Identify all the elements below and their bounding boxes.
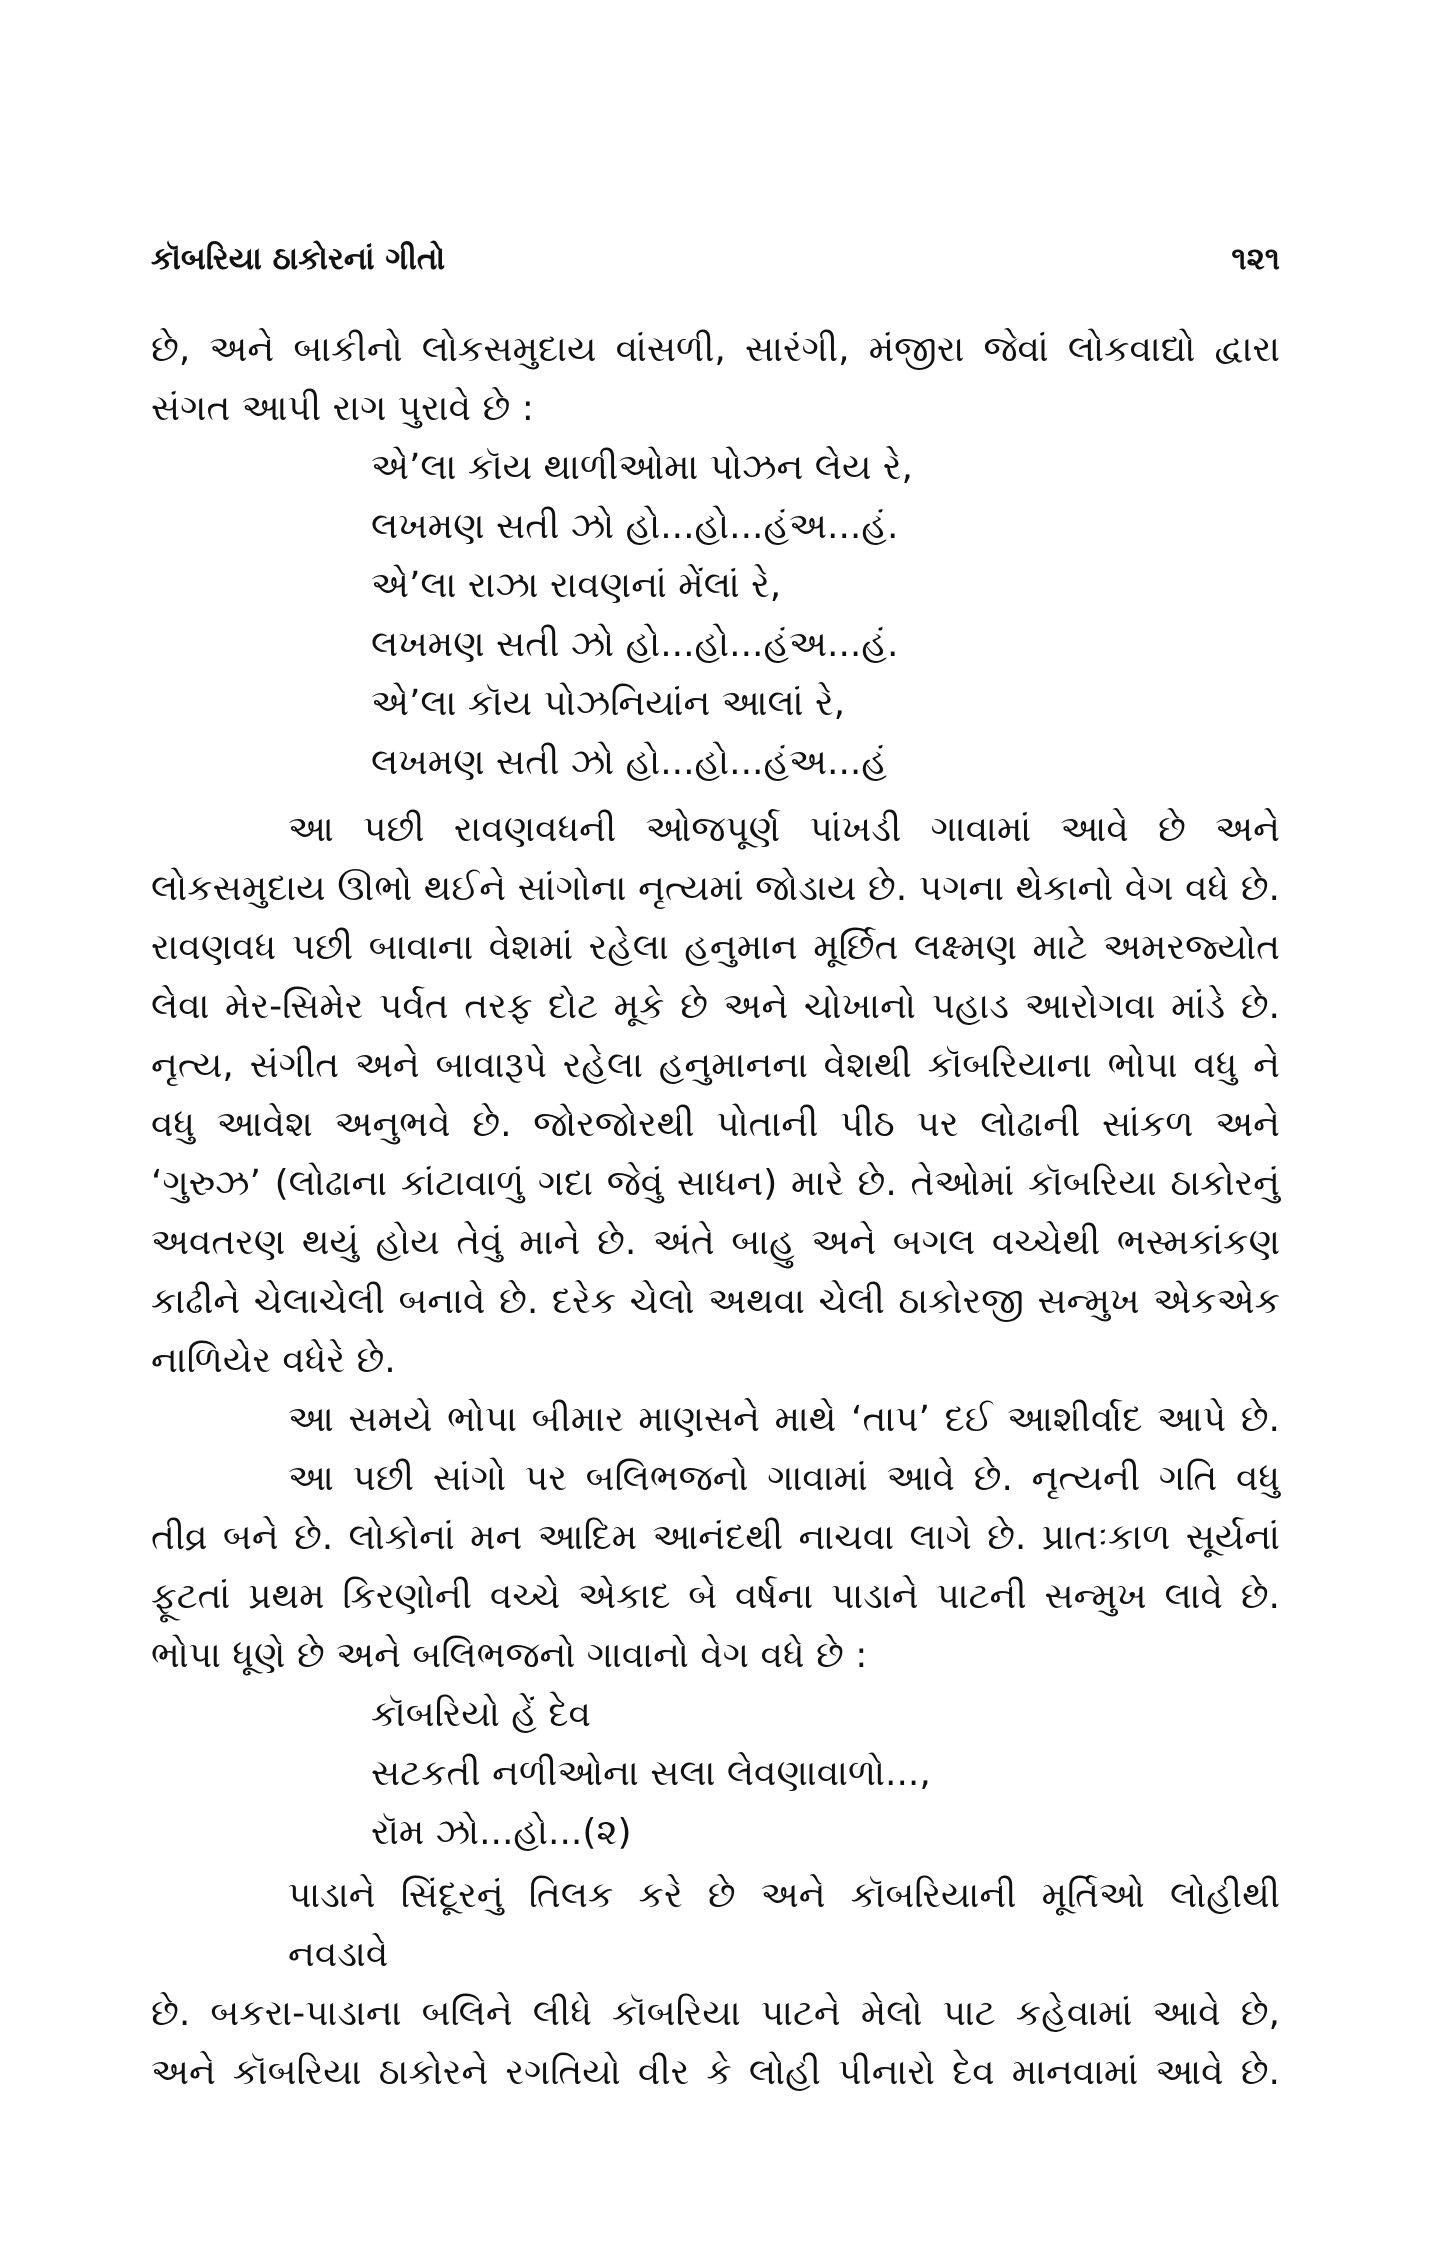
paragraph-5 xyxy=(151,1866,1280,2102)
text-line: આ પછી સાંગો પર બલિભજનો ગાવામાં આવે છે. નૃત્યની ગતિ વધુ xyxy=(288,1458,1280,1499)
paragraph-4 xyxy=(151,1449,1280,1685)
text-line: રાવણવધ પછી બાવાના વેશમાં રહેલા હનુમાન મૂર્છિત લક્ષ્મણ માટે અમરજ્યોત xyxy=(151,927,1280,968)
text-line: આ સમયે ભોપા બીમાર માણસને માથે ‘તાપ’ દઈ આશીર્વાદ આપે છે. xyxy=(288,1399,1280,1440)
text-line: નૃત્ય, સંગીત અને બાવારૂપે રહેલા હનુમાનના વેશથી કૉબરિયાના ભોપા વધુ ને xyxy=(151,1045,1280,1086)
verse-line: કૉબરિયો હેં દેવ xyxy=(371,1694,591,1735)
page-number: ૧૨૧ xyxy=(1231,241,1280,277)
text-line: સંગત આપી રાગ પુરાવે છે : xyxy=(151,388,534,429)
verse-line: એ’લા કૉય થાળીઓમા પોઝન લેય રે, xyxy=(371,447,913,488)
paragraph-2 xyxy=(151,800,1280,1390)
verse-line: એ’લા કૉય પોઝનિયાંન આલાં રે, xyxy=(371,683,846,724)
text-line: ‘ગુરુઝ’ (લોઢાના કાંટાવાળું ગદા જેવું સાધન) મારે છે. તેઓમાં કૉબરિયા ઠાકોરનું xyxy=(151,1163,1280,1204)
text-line: અવતરણ થયું હોય તેવું માને છે. અંતે બાહુ અને બગલ વચ્ચેથી ભસ્મકાંકણ xyxy=(151,1222,1280,1263)
verse-line: લખમણ સતી ઝો હો...હો...હંઅ...હં. xyxy=(371,506,899,547)
paragraph-3 xyxy=(151,1390,1280,1449)
text-line: છે, અને બાકીનો લોકસમુદાય વાંસળી, સારંગી, મંજીરા જેવાં લોકવાદ્યો દ્વારા xyxy=(151,329,1280,370)
text-line: નાળિયેર વધેરે છે. xyxy=(151,1340,396,1381)
verse-line: રૉમ ઝો...હો...(૨) xyxy=(371,1812,632,1853)
paragraph-1 xyxy=(151,320,1280,438)
text-line: અને કૉબરિયા ઠાકોરને રગતિયો વીર કે લોહી પીનારો દેવ માનવામાં આવે છે. xyxy=(151,2052,1280,2093)
verse-line: એ’લા રાઝા રાવણનાં મેંલાં રે, xyxy=(371,565,782,606)
verse-line: લખમણ સતી ઝો હો...હો...હંઅ...હં xyxy=(371,742,887,783)
running-head xyxy=(151,234,1280,284)
text-line: ભોપા ધૂણે છે અને બલિભજનો ગાવાનો વેગ વધે છે : xyxy=(151,1635,868,1676)
text-line: કાઢીને ચેલાચેલી બનાવે છે. દરેક ચેલો અથવા ચેલી ઠાકોરજી સન્મુખ એકએક xyxy=(151,1281,1280,1322)
text-line: તીવ્ર બને છે. લોકોનાં મન આદિમ આનંદથી નાચવા લાગે છે. પ્રાતઃકાળ સૂર્યનાં xyxy=(151,1517,1280,1558)
text-line: આ પછી રાવણવધની ઓજપૂર્ણ પાંખડી ગાવામાં આવે છે અને xyxy=(288,809,1280,850)
text-line: લેવા મેર-સિમેર પર્વત તરફ દોટ મૂકે છે અને ચોખાનો પહાડ આરોગવા માંડે છે. xyxy=(151,986,1280,1027)
running-title: કૉબરિયા ઠાકોરનાં ગીતો xyxy=(151,241,446,277)
verse-line: લખમણ સતી ઝો હો...હો...હંઅ...હં. xyxy=(371,624,899,665)
text-line: પાડાને સિંદૂરનું તિલક કરે છે અને કૉબરિયાની મૂર્તિઓ લોહીથી નવડાવે xyxy=(288,1875,1280,1975)
verse-2 xyxy=(151,1685,1280,1862)
text-line: વધુ આવેશ અનુભવે છે. જોરજોરથી પોતાની પીઠ પર લોઢાની સાંકળ અને xyxy=(151,1104,1280,1145)
text-line: લોકસમુદાય ઊભો થઈને સાંગોના નૃત્યમાં જોડાય છે. પગના થેકાનો વેગ વધે છે. xyxy=(151,868,1280,909)
verse-line: સટકતી નળીઓના સલા લેવણાવાળો..., xyxy=(371,1753,931,1794)
body-text xyxy=(151,320,1280,2102)
text-line: ફૂટતાં પ્રથમ કિરણોની વચ્ચે એકાદ બે વર્ષના પાડાને પાટની સન્મુખ લાવે છે. xyxy=(151,1576,1280,1617)
text-line: છે. બકરા-પાડાના બલિને લીધે કૉબરિયા પાટને મેલો પાટ કહેવામાં આવે છે, xyxy=(151,1993,1280,2034)
verse-1 xyxy=(151,438,1280,792)
